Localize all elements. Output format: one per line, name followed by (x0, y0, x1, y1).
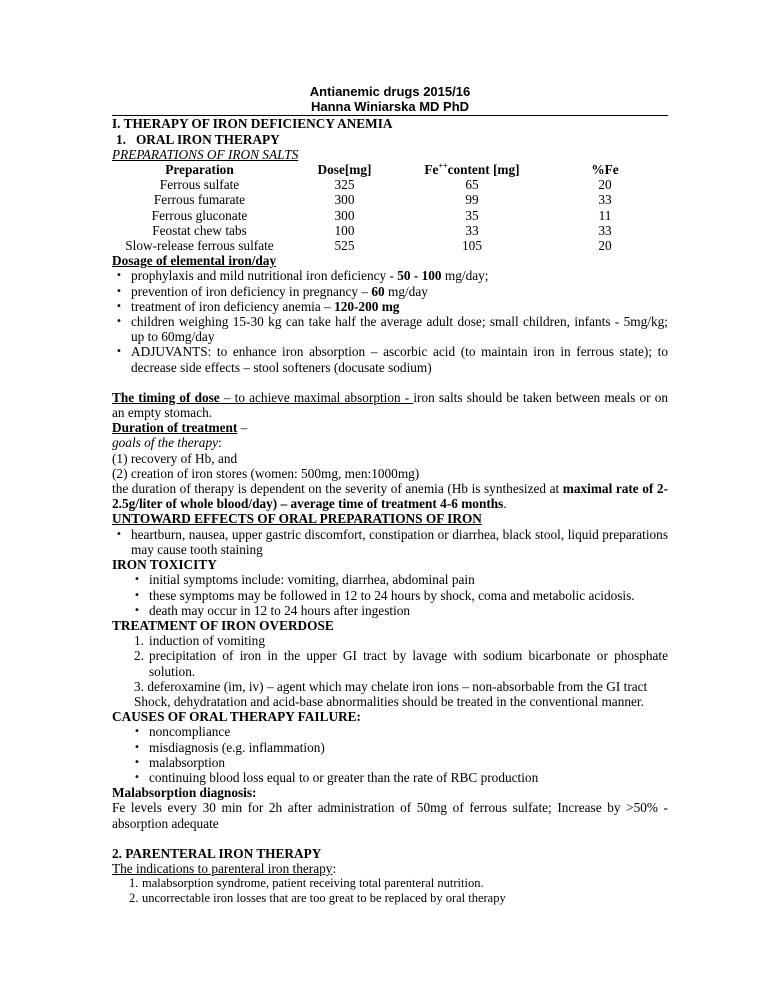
table-row (112, 192, 668, 207)
list-item (112, 299, 668, 314)
list-item (112, 284, 668, 299)
goals-colon: : (218, 435, 222, 451)
timing-title: The timing of dose (112, 389, 220, 405)
dosage-text: treatment of iron deficiency anemia – (131, 298, 335, 314)
table-cell: Ferrous sulfate (159, 177, 240, 193)
document-title: Antianemic drugs 2015/16 (309, 84, 471, 99)
table-row (112, 238, 668, 253)
list-item: • malabsorption (112, 755, 668, 770)
table-row (112, 177, 668, 192)
list-item (112, 268, 668, 283)
table-cell: 11 (598, 207, 612, 223)
failure-list (112, 724, 668, 785)
dosage-text: mg/day (384, 283, 428, 299)
indications-title: The indications to parenteral iron therapy (112, 860, 333, 876)
dosage-value: 50 - 100 (397, 268, 442, 284)
table-cell: 300 (334, 207, 355, 223)
list-number: 1. (129, 876, 139, 891)
list-item: • these symptoms may be followed in 12 to 24 hours by shock, coma and metabolic acidosis. (112, 588, 668, 603)
toxicity-list (112, 572, 668, 618)
table-cell: 35 (465, 207, 479, 223)
list-item: • death may occur in 12 to 24 hours after ingestion (112, 603, 668, 618)
spacer (112, 831, 668, 846)
untoward-list (112, 527, 668, 557)
subsection-heading: 1. ORAL IRON THERAPY (116, 131, 280, 147)
dosage-title: Dosage of elemental iron/day (112, 253, 277, 269)
table-cell: 99 (465, 192, 479, 208)
document-header (112, 84, 668, 116)
dosage-value: 60 (371, 283, 385, 299)
fe-label: Fe (424, 162, 439, 178)
duration-emphasis: maximal rate of 2-2.5g/liter of whole blood/day) – average time of treatment 4-6 months (112, 481, 668, 512)
goals-title: goals of the therapy (112, 435, 218, 451)
list-item (112, 648, 668, 678)
duration-period: . (503, 496, 507, 512)
document-content (112, 84, 668, 907)
malabsorption-title: Malabsorption diagnosis: (112, 785, 257, 801)
dosage-text: prevention of iron deficiency in pregnancy – (131, 283, 372, 299)
section-heading: 2. PARENTERAL IRON THERAPY (112, 845, 322, 861)
indications-colon: : (332, 860, 337, 876)
list-number: 3. (134, 678, 144, 694)
list-text: malabsorption syndrome, patient receiving total parenteral nutrition. (142, 876, 484, 891)
table-cell: 20 (598, 238, 612, 254)
list-item (112, 633, 668, 648)
untoward-title: UNTOWARD EFFECTS OF ORAL PREPARATIONS OF IRON (112, 511, 482, 527)
table-cell: Ferrous gluconate (151, 207, 248, 223)
overdose-note: Shock, dehydratation and acid-base abnormalities should be treated in the conventional manner. (134, 693, 644, 709)
table-cell: 65 (465, 177, 479, 193)
list-item (112, 876, 668, 891)
table-header: %Fe (591, 162, 619, 178)
list-text: induction of vomiting (149, 633, 265, 649)
table-header-row (112, 162, 668, 177)
indications-list (112, 876, 668, 906)
overdose-list (112, 633, 668, 679)
dosage-text: mg/day; (441, 268, 489, 284)
duration-paragraph (112, 481, 668, 511)
goal-item: (2) creation of iron stores (women: 500mg, men:1000mg) (112, 465, 420, 481)
list-item: • misdiagnosis (e.g. inflammation) (112, 740, 668, 755)
spacer (112, 375, 668, 390)
duration-text: the duration of therapy is dependent on the severity of anemia (Hb is synthesized at (112, 481, 563, 497)
list-item: • noncompliance (112, 724, 668, 739)
list-number: 2. (129, 891, 139, 906)
list-item: • ADJUVANTS: to enhance iron absorption – ascorbic acid (to maintain iron in ferrous state); to decrease side effects – stool softeners (docusate sodium) (112, 344, 668, 374)
list-item: • heartburn, nausea, upper gastric discomfort, constipation or diarrhea, black stool, liquid preparations may cause tooth staining (112, 527, 668, 557)
list-item (112, 891, 668, 906)
preparations-title: PREPARATIONS OF IRON SALTS (112, 146, 299, 162)
table-row (112, 223, 668, 238)
dosage-value: 120-200 mg (334, 298, 400, 314)
goal-item: (1) recovery of Hb, and (112, 450, 238, 466)
table-cell: Feostat chew tabs (152, 222, 247, 238)
list-number: 1. (134, 633, 144, 649)
dosage-text: prophylaxis and mild nutritional iron deficiency - (131, 268, 398, 284)
duration-dash: – (237, 420, 248, 436)
document-author: Hanna Winiarska MD PhD (310, 99, 470, 115)
failure-title: CAUSES OF ORAL THERAPY FAILURE: (112, 709, 361, 725)
preparations-table (112, 162, 668, 253)
table-cell: 525 (334, 238, 355, 254)
dosage-list (112, 268, 668, 374)
table-cell: Slow-release ferrous sulfate (125, 238, 274, 254)
table-header: Dose[mg] (317, 162, 372, 178)
goals-line (112, 435, 668, 450)
table-cell: 20 (598, 177, 612, 193)
timing-purpose: – to achieve maximal absorption - (219, 389, 414, 405)
list-item: • initial symptoms include: vomiting, diarrhea, abdominal pain (112, 572, 668, 587)
list-text: deferoxamine (im, iv) – agent which may chelate iron ions – non-absorbable from the GI tract (147, 678, 648, 694)
table-header (402, 162, 542, 177)
table-cell: 300 (334, 192, 355, 208)
duration-heading (112, 420, 668, 435)
overdose-title: TREATMENT OF IRON OVERDOSE (112, 617, 334, 633)
table-cell: 325 (334, 177, 355, 193)
list-text: precipitation of iron in the upper GI tract by lavage with sodium bicarbonate or phosphate solution. (149, 648, 668, 679)
table-row (112, 208, 668, 223)
list-text: uncorrectable iron losses that are too great to be replaced by oral therapy (142, 891, 506, 906)
duration-title: Duration of treatment (112, 420, 238, 436)
overdose-item-3 (112, 679, 668, 694)
indications-line (112, 861, 668, 876)
table-cell: 33 (598, 192, 612, 208)
table-header: Preparation (165, 162, 234, 178)
malabsorption-text: Fe levels every 30 min for 2h after administration of 50mg of ferrous sulfate; Increase by >50% - absorption adequate (112, 800, 668, 831)
list-item: • children weighing 15-30 kg can take half the average adult dose; small children, infants - 5mg/kg; up to 60mg/day (112, 314, 668, 344)
toxicity-title: IRON TOXICITY (112, 557, 217, 573)
list-item: • continuing blood loss equal to or greater than the rate of RBC production (112, 770, 668, 785)
timing-text: iron salts should be taken between meals or on an empty stomach. (112, 389, 669, 421)
list-number: 2. (134, 648, 144, 664)
table-cell: 33 (598, 222, 612, 238)
timing-paragraph (112, 390, 668, 420)
table-cell: Ferrous fumarate (153, 192, 246, 208)
fe-charge: ++ (438, 161, 448, 171)
table-cell: 105 (462, 238, 482, 254)
content-label: content [mg] (447, 162, 520, 178)
section-heading: I. THERAPY OF IRON DEFICIENCY ANEMIA (112, 116, 393, 132)
table-cell: 33 (465, 222, 479, 238)
table-cell: 100 (334, 222, 355, 238)
